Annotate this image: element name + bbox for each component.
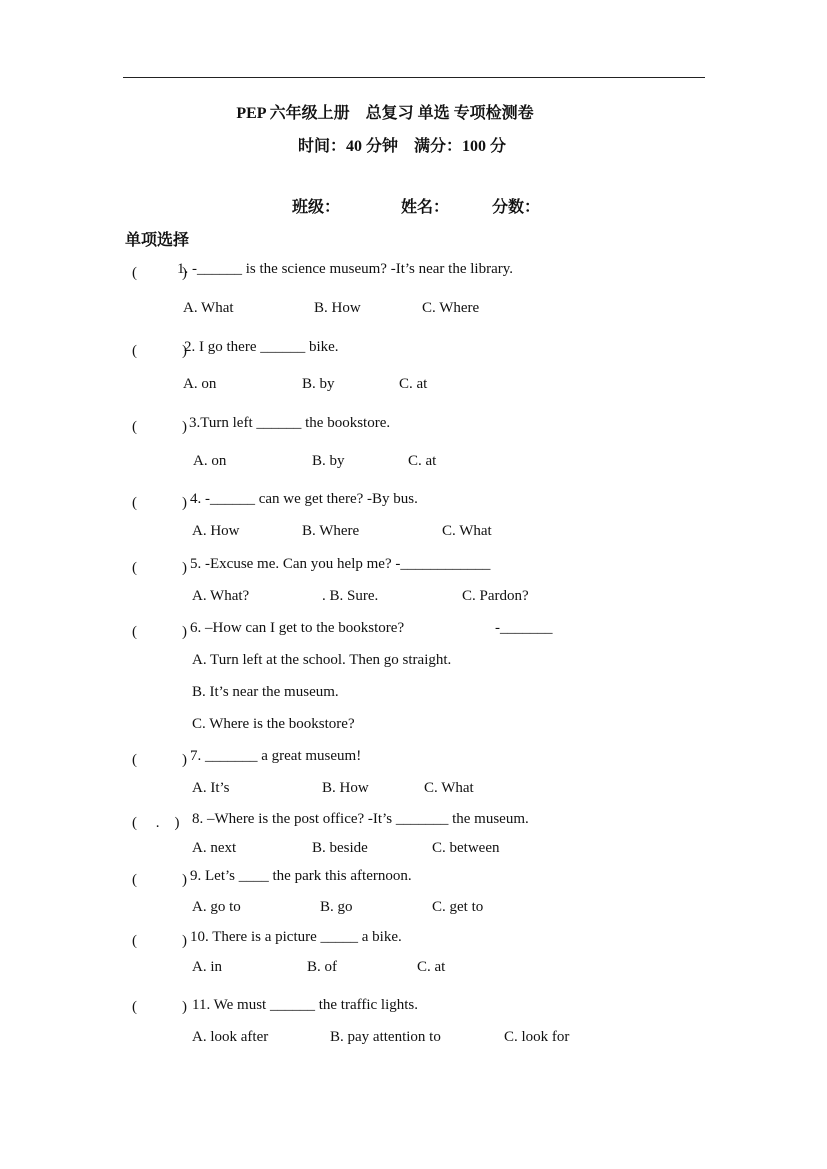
answer-paren[interactable]: ( )	[132, 933, 187, 949]
question-text: 11. We must ______ the traffic lights.	[192, 997, 418, 1013]
question-text: 8. –Where is the post office? -It’s _______ the museum.	[192, 811, 529, 827]
option-a[interactable]: A. Turn left at the school. Then go straight.	[192, 652, 452, 668]
question-text: 5. -Excuse me. Can you help me? -____________	[190, 556, 491, 572]
option-a[interactable]: A. in	[192, 959, 222, 975]
question-text: 6. –How can I get to the bookstore?	[190, 620, 405, 636]
option-a[interactable]: A. What?	[192, 588, 250, 604]
option-b[interactable]: B. How	[314, 300, 361, 316]
option-b[interactable]: B. go	[320, 899, 353, 915]
question-text: 3.Turn left ______ the bookstore.	[189, 415, 391, 431]
header-rule	[123, 77, 705, 78]
option-b[interactable]: B. How	[322, 780, 369, 796]
option-c[interactable]: C. get to	[432, 899, 484, 915]
option-a[interactable]: A. look after	[192, 1029, 269, 1045]
option-b[interactable]: B. It’s near the museum.	[192, 684, 339, 700]
option-a[interactable]: A. It’s	[192, 780, 230, 796]
option-c[interactable]: C. Pardon?	[462, 588, 529, 604]
option-b[interactable]: B. pay attention to	[330, 1029, 441, 1045]
question-text: 9. Let’s ____ the park this afternoon.	[190, 868, 412, 884]
option-a[interactable]: A. next	[192, 840, 237, 856]
page-title: PEP 六年级上册 总复习 单选 专项检测卷	[236, 105, 534, 122]
option-c[interactable]: C. look for	[504, 1029, 570, 1045]
option-b[interactable]: B. by	[312, 453, 345, 469]
option-b[interactable]: . B. Sure.	[322, 588, 379, 604]
question-text: 2. I go there ______ bike.	[184, 339, 339, 355]
answer-paren[interactable]: ( )	[132, 752, 187, 768]
answer-paren[interactable]: ( )	[132, 495, 187, 511]
option-c[interactable]: C. between	[432, 840, 500, 856]
option-b[interactable]: B. by	[302, 376, 335, 392]
answer-blank[interactable]: -_______	[495, 620, 553, 636]
answer-paren[interactable]: ( )	[132, 343, 187, 359]
answer-paren[interactable]: ( . )	[132, 815, 180, 831]
option-b[interactable]: B. beside	[312, 840, 368, 856]
question-text: 1. -______ is the science museum? -It’s near the library.	[177, 261, 514, 277]
name-label: 姓名：	[401, 199, 450, 216]
answer-paren[interactable]: ( )	[132, 560, 187, 576]
section-title: 单项选择	[125, 232, 190, 249]
answer-paren[interactable]: ( )	[132, 265, 187, 281]
option-a[interactable]: A. How	[192, 523, 240, 539]
option-c[interactable]: C. at	[408, 453, 437, 469]
option-a[interactable]: A. go to	[192, 899, 241, 915]
question-text: 7. _______ a great museum!	[190, 748, 362, 764]
answer-paren[interactable]: ( )	[132, 419, 187, 435]
option-c[interactable]: C. Where	[422, 300, 480, 316]
exam-time-and-score: 时间：40 分钟 满分：100 分	[297, 138, 506, 155]
answer-paren[interactable]: ( )	[132, 872, 187, 888]
option-c[interactable]: C. at	[417, 959, 446, 975]
question-text: 10. There is a picture _____ a bike.	[190, 929, 402, 945]
answer-paren[interactable]: ( )	[132, 999, 187, 1015]
option-a[interactable]: A. on	[183, 376, 217, 392]
option-c[interactable]: C. What	[424, 780, 474, 796]
option-a[interactable]: A. on	[193, 453, 227, 469]
option-a[interactable]: A. What	[183, 300, 234, 316]
question-text: 4. -______ can we get there? -By bus.	[190, 491, 418, 507]
option-c[interactable]: C. What	[442, 523, 492, 539]
score-label: 分数：	[492, 199, 541, 216]
answer-paren[interactable]: ( )	[132, 624, 187, 640]
class-label: 班级：	[292, 199, 341, 216]
option-c[interactable]: C. Where is the bookstore?	[192, 716, 355, 732]
option-b[interactable]: B. of	[307, 959, 337, 975]
option-b[interactable]: B. Where	[302, 523, 360, 539]
option-c[interactable]: C. at	[399, 376, 428, 392]
